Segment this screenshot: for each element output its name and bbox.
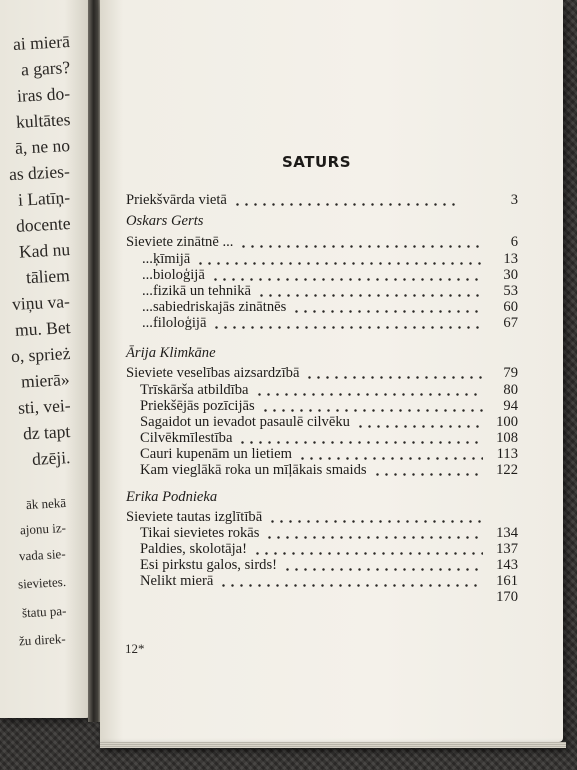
dot-leader	[261, 409, 483, 412]
left-page-text-line: mu. Bet	[14, 317, 71, 340]
left-page-text-line: žu direk-	[19, 631, 67, 649]
dot-leader	[253, 552, 483, 555]
dot-leader	[373, 473, 483, 476]
toc-entry	[100, 382, 563, 398]
toc-author: Oskars Gerts	[126, 213, 204, 229]
toc-entry-title: Trīskārša atbildība	[140, 382, 249, 398]
toc-entry	[100, 430, 563, 446]
left-page-text-line: sievietes.	[17, 574, 67, 592]
toc-entry	[100, 573, 563, 589]
page-number: 12*	[125, 641, 145, 656]
toc-entry-title: Tikai sievietes rokās	[140, 525, 260, 541]
toc-entry-title: Sieviete zinātnē ...	[126, 234, 234, 250]
dot-leader	[268, 520, 483, 523]
toc-entry	[100, 299, 563, 315]
dot-leader	[265, 536, 483, 539]
left-page-text-line: kultātes	[15, 109, 71, 132]
toc-entry-page: 60	[503, 299, 518, 315]
toc-entry-title: Esi pirkstu galos, sirds!	[140, 557, 278, 573]
left-page-text-line: ai mierā	[12, 31, 71, 54]
dot-leader	[239, 245, 483, 248]
toc-entry	[100, 267, 563, 283]
toc-entry-title: ...filoloģijā	[142, 315, 207, 331]
dot-leader	[298, 457, 483, 460]
toc-entry	[100, 283, 563, 299]
toc-entry-page: 137	[496, 541, 518, 557]
toc-entry	[100, 414, 563, 430]
toc-entry	[100, 557, 563, 573]
dot-leader	[255, 393, 484, 396]
dot-leader	[238, 441, 483, 444]
dot-leader	[305, 376, 483, 379]
left-page-text-line: iras do-	[16, 83, 71, 106]
dot-leader	[356, 425, 483, 428]
toc-entry-page: 100	[496, 414, 518, 430]
toc-entry-title: ...fizikā un tehnikā	[142, 283, 252, 299]
dot-leader	[283, 568, 483, 571]
toc-entry-title: Sieviete veselības aizsardzībā	[126, 365, 300, 381]
toc-entry-title: Priekšējās pozīcijās	[140, 398, 255, 414]
toc-entry-title: Cilvēkmīlestība	[140, 430, 233, 446]
toc-entry-title: ...bioloģijā	[142, 267, 205, 283]
left-page-text-line: sti, vei-	[17, 395, 71, 418]
left-page-text-line: as dzies-	[8, 161, 71, 185]
toc-entry-page: 170	[496, 589, 518, 605]
dot-leader	[196, 262, 483, 265]
toc-entry-page-row	[100, 589, 563, 605]
toc-entry-page: 94	[503, 398, 518, 414]
toc-entry-page: 113	[496, 446, 518, 462]
toc-entry-title: Paldies, skolotāja!	[140, 541, 248, 557]
left-page-text-line: Kad nu	[18, 239, 71, 262]
toc-entry-page: 143	[496, 557, 518, 573]
toc-entry	[100, 509, 563, 525]
toc-entry-title: ...ķīmijā	[142, 251, 191, 267]
toc-entry-title: ...sabiedriskajās zinātnēs	[142, 299, 287, 315]
toc-author: Erika Podnieka	[126, 489, 218, 505]
toc-entry-page: 122	[496, 462, 518, 478]
toc-entry-page: 67	[503, 315, 518, 331]
toc-entry-page: 6	[510, 234, 518, 250]
toc-entry	[100, 398, 563, 414]
left-page-text-line: vada sie-	[19, 546, 67, 564]
left-page-text-line: dzēji.	[31, 447, 71, 469]
toc-entry	[100, 462, 563, 478]
left-page-text-line: tāliem	[25, 265, 71, 288]
left-page-text-line: a gars?	[20, 57, 71, 80]
toc-entry	[100, 365, 563, 381]
left-page-text-line: ajonu iz-	[19, 520, 67, 538]
toc-entry	[100, 315, 563, 331]
left-page-text-line: dz tapt	[22, 421, 71, 444]
left-page-text-line: mierā»	[20, 369, 71, 392]
toc-entry-title: Kam vieglākā roka un mīļākais smaids	[140, 462, 367, 478]
toc-entry-title: Nelikt mierā	[140, 573, 214, 589]
left-page-text-line: štatu pa-	[21, 603, 67, 621]
toc-entry	[100, 446, 563, 462]
page-title: SATURS	[282, 153, 352, 171]
toc-entry-title: Sagaidot un ievadot pasaulē cilvēku	[140, 414, 350, 430]
dot-leader	[292, 310, 483, 313]
toc-author: Ārija Klimkāne	[126, 345, 216, 361]
dot-leader	[233, 203, 460, 206]
dot-leader	[219, 584, 483, 587]
toc-entry-page: 134	[496, 525, 518, 541]
left-page-text-line: i Latīņ-	[17, 187, 71, 210]
right-page	[100, 0, 563, 742]
toc-entry-page: 13	[503, 251, 518, 267]
toc-entry-title: Priekšvārda vietā	[126, 192, 227, 208]
toc-entry	[100, 251, 563, 267]
left-page-text-line: o, sprież	[10, 343, 71, 367]
left-page-text-line: viņu va-	[11, 291, 71, 315]
toc-entry-page: 108	[496, 430, 518, 446]
toc-entry	[100, 541, 563, 557]
toc-entry-title: Sieviete tautas izglītībā	[126, 509, 263, 525]
dot-leader	[211, 278, 483, 281]
left-page-text-line: ā, ne no	[14, 135, 71, 158]
left-page-text-line: āk nekā	[25, 495, 67, 513]
dot-leader	[257, 294, 483, 297]
left-page-text-line: docente	[15, 213, 71, 236]
left-page	[0, 0, 92, 718]
toc-entry	[100, 192, 563, 208]
dot-leader	[212, 326, 483, 329]
toc-entry-page: 80	[503, 382, 518, 398]
toc-entry-page: 30	[503, 267, 518, 283]
toc-entry	[100, 234, 563, 250]
page-edges	[100, 742, 566, 748]
toc-entry-page: 3	[510, 192, 518, 208]
toc-entry-title: Cauri kupenām un lietiem	[140, 446, 292, 462]
toc-entry-page: 161	[496, 573, 518, 589]
toc-entry-page: 53	[503, 283, 518, 299]
toc-entry	[100, 525, 563, 541]
toc-entry-page: 79	[503, 365, 518, 381]
